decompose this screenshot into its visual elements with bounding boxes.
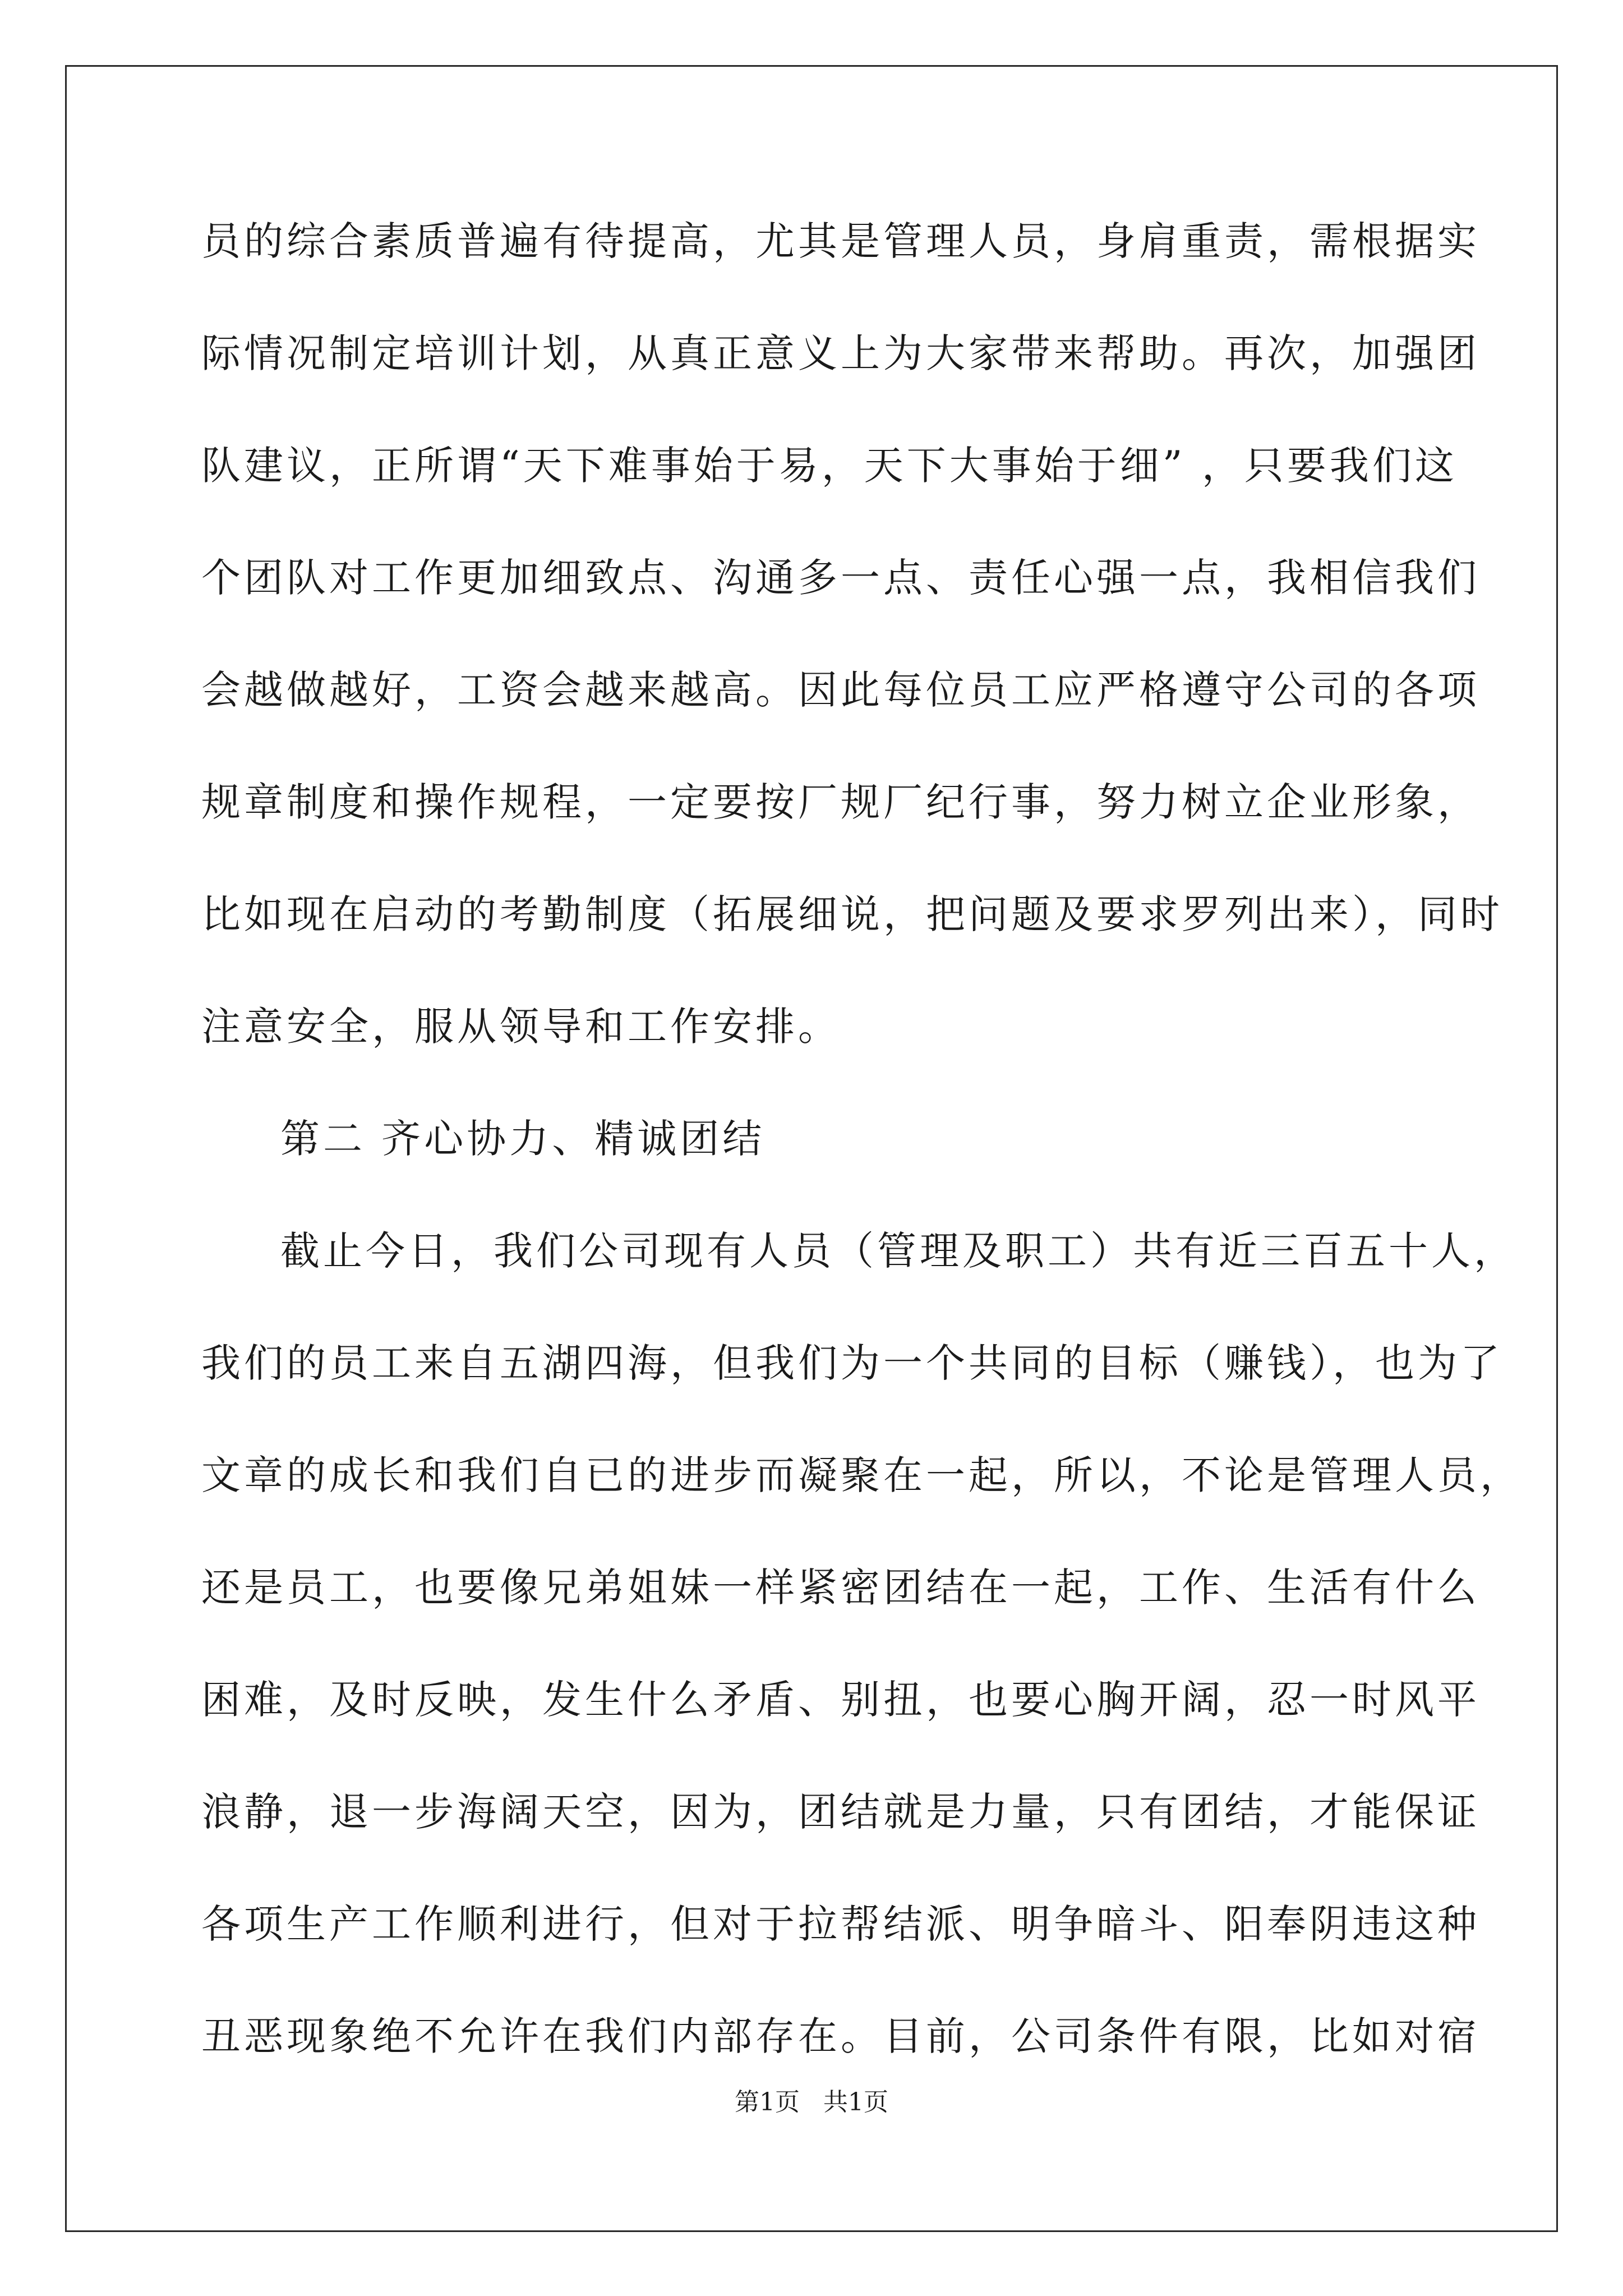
body-text-line: 比如现在启动的考勤制度（拓展细说，把问题及要求罗列出来），同时 <box>201 891 1503 937</box>
body-text-line: 队建议，正所谓“天下难事始于易，天下大事始于细” ，只要我们这 <box>201 443 1458 489</box>
body-text-line: 个团队对工作更加细致点、沟通多一点、责任心强一点，我相信我们 <box>201 555 1480 601</box>
body-text-line: 丑恶现象绝不允许在我们内部存在。目前，公司条件有限，比如对宿 <box>201 2013 1480 2059</box>
body-text-line: 浪静，退一步海阔天空，因为，团结就是力量，只有团结，才能保证 <box>201 1789 1480 1835</box>
body-text-line: 各项生产工作顺利进行，但对于拉帮结派、明争暗斗、阳奉阴违这种 <box>201 1901 1480 1947</box>
body-text-line: 员的综合素质普遍有待提高，尤其是管理人员，身肩重责，需根据实 <box>201 218 1480 264</box>
body-text-line: 还是员工，也要像兄弟姐妹一样紧密团结在一起，工作、生活有什么 <box>201 1565 1480 1611</box>
paragraph-first-line: 截止今日，我们公司现有人员（管理及职工）共有近三百五十人， <box>280 1228 1516 1274</box>
body-text-line: 文章的成长和我们自已的进步而凝聚在一起，所以，不论是管理人员， <box>201 1452 1523 1498</box>
body-text-line: 会越做越好，工资会越来越高。因此每位员工应严格遵守公司的各项 <box>201 667 1480 713</box>
page-footer: 第1页 共1页 <box>735 2088 888 2116</box>
body-text-line: 注意安全，服从领导和工作安排。 <box>201 1004 841 1050</box>
section-heading: 第二 齐心协力、精诚团结 <box>280 1116 766 1162</box>
body-text-line: 困难，及时反映，发生什么矛盾、别扭，也要心胸开阔，忍一时风平 <box>201 1677 1480 1723</box>
body-text-line: 我们的员工来自五湖四海，但我们为一个共同的目标（赚钱），也为了 <box>201 1340 1503 1386</box>
body-text-line: 际情况制定培训计划，从真正意义上为大家带来帮助。再次，加强团 <box>201 330 1480 376</box>
body-text-line: 规章制度和操作规程，一定要按厂规厂纪行事，努力树立企业形象， <box>201 779 1480 825</box>
